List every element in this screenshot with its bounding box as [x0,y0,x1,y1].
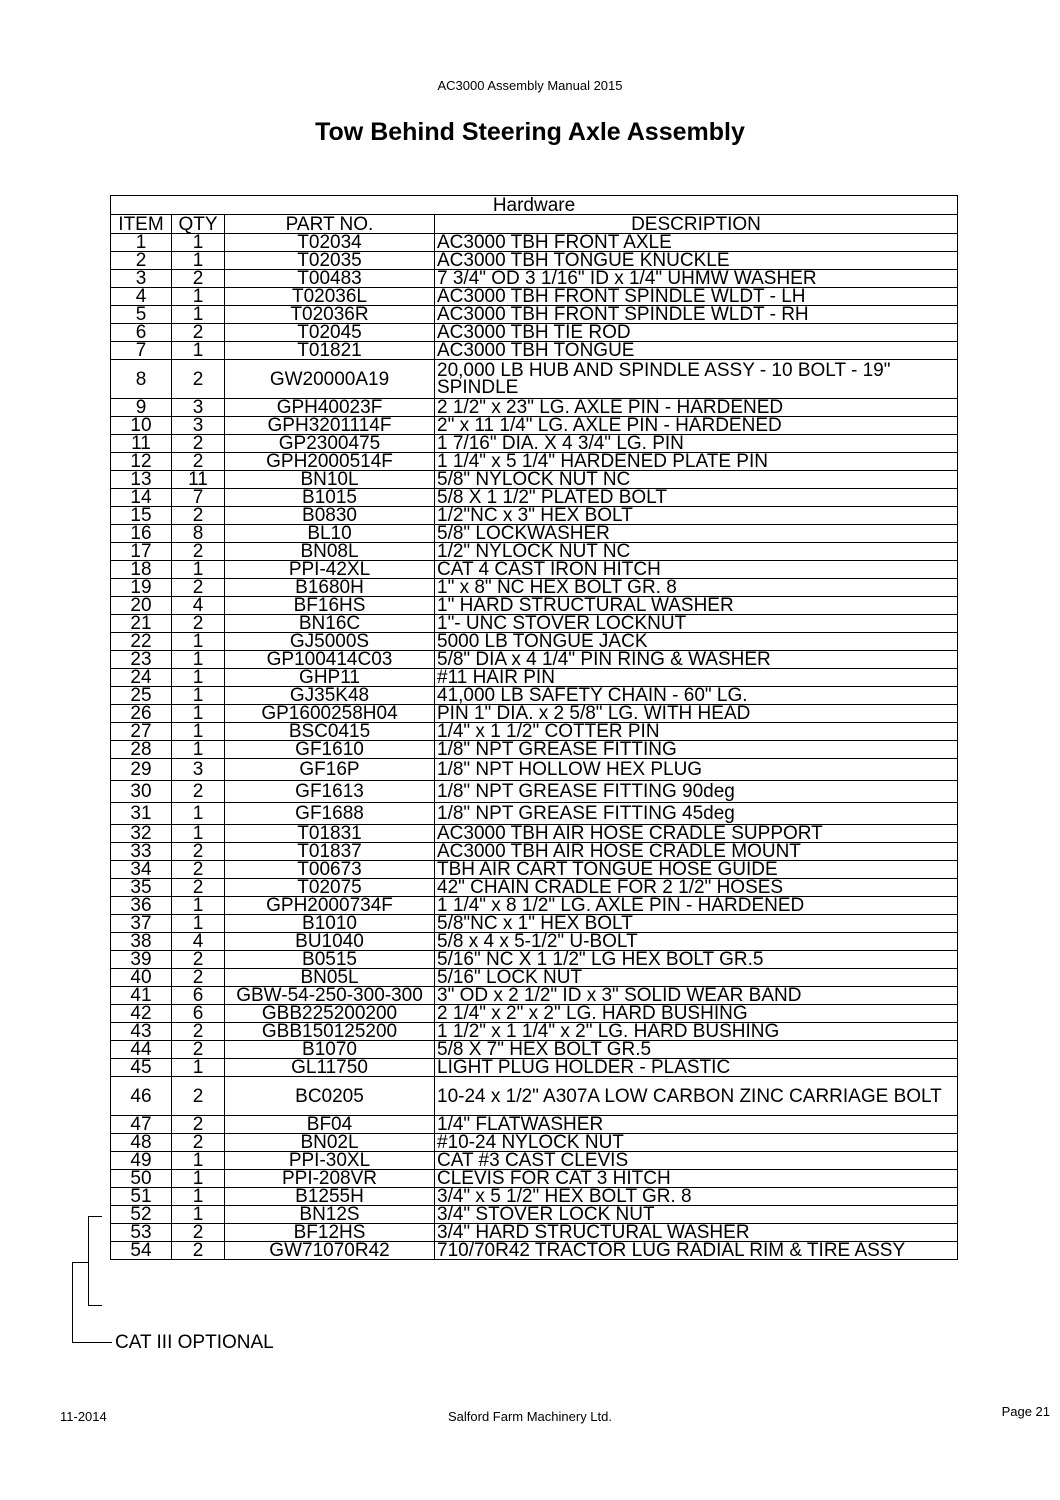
optional-bracket-inner [88,1216,89,1305]
cell-description: 5000 LB TONGUE JACK [435,633,958,651]
cell-part-no: B0515 [225,951,435,969]
cell-description: AC3000 TBH TIE ROD [435,324,958,342]
cell-qty: 3 [172,759,225,781]
cell-description: 20,000 LB HUB AND SPINDLE ASSY - 10 BOLT - 19" SPINDLE [435,360,958,399]
cell-qty: 1 [172,1206,225,1224]
cell-qty: 2 [172,270,225,288]
cell-qty: 1 [172,306,225,324]
cell-description: 2 1/4" x 2" x 2" LG. HARD BUSHING [435,1005,958,1023]
cell-qty: 2 [172,360,225,399]
cell-qty: 8 [172,525,225,543]
cell-qty: 1 [172,1059,225,1077]
cell-part-no: B1255H [225,1188,435,1206]
cell-description: 1/8" NPT GREASE FITTING 90deg [435,781,958,803]
cell-description: AC3000 TBH AIR HOSE CRADLE SUPPORT [435,825,958,843]
table-row [111,1134,958,1152]
cell-part-no: PPI-42XL [225,561,435,579]
cell-item: 41 [111,987,172,1005]
cell-description: AC3000 TBH TONGUE KNUCKLE [435,252,958,270]
cell-item: 8 [111,360,172,399]
cell-part-no: T02035 [225,252,435,270]
cell-item: 48 [111,1134,172,1152]
cell-item: 42 [111,1005,172,1023]
cell-item: 32 [111,825,172,843]
table-row [111,705,958,723]
cell-part-no: GBB225200200 [225,1005,435,1023]
table-row [111,915,958,933]
cell-part-no: BU1040 [225,933,435,951]
cell-description: 41,000 LB SAFETY CHAIN - 60" LG. [435,687,958,705]
table-row [111,1077,958,1116]
cell-part-no: B1010 [225,915,435,933]
manual-title: AC3000 Assembly Manual 2015 [437,78,623,93]
cell-description: 5/8" NYLOCK NUT NC [435,471,958,489]
cell-description: 5/8" LOCKWASHER [435,525,958,543]
cell-description: AC3000 TBH FRONT SPINDLE WLDT - LH [435,288,958,306]
cell-item: 13 [111,471,172,489]
cell-item: 37 [111,915,172,933]
cell-qty: 1 [172,897,225,915]
cell-item: 10 [111,417,172,435]
cell-item: 21 [111,615,172,633]
cell-part-no: GP2300475 [225,435,435,453]
cell-item: 3 [111,270,172,288]
cell-description: 5/16" LOCK NUT [435,969,958,987]
table-row [111,252,958,270]
cell-item: 46 [111,1077,172,1116]
cell-part-no: T01821 [225,342,435,360]
cell-item: 50 [111,1170,172,1188]
table-row [111,969,958,987]
cell-qty: 2 [172,879,225,897]
cell-item: 20 [111,597,172,615]
cell-item: 18 [111,561,172,579]
cell-qty: 2 [172,1041,225,1059]
table-row [111,435,958,453]
table-row [111,399,958,417]
cell-description: 3/4" HARD STRUCTURAL WASHER [435,1224,958,1242]
table-row [111,561,958,579]
column-header-qty: QTY [172,215,225,234]
table-row [111,651,958,669]
cell-part-no: T01831 [225,825,435,843]
table-row [111,803,958,825]
table-row [111,723,958,741]
cell-item: 45 [111,1059,172,1077]
table-row [111,741,958,759]
cell-description: PIN 1" DIA. x 2 5/8" LG. WITH HEAD [435,705,958,723]
table-row [111,1170,958,1188]
cell-description: 1/8" NPT GREASE FITTING 45deg [435,803,958,825]
table-row [111,843,958,861]
cell-qty: 2 [172,843,225,861]
table-row [111,489,958,507]
cell-item: 53 [111,1224,172,1242]
cell-part-no: BN05L [225,969,435,987]
cell-qty: 7 [172,489,225,507]
column-header-part-no: PART NO. [225,215,435,234]
cell-description: CLEVIS FOR CAT 3 HITCH [435,1170,958,1188]
cell-qty: 1 [172,288,225,306]
cell-qty: 1 [172,1188,225,1206]
cell-qty: 2 [172,543,225,561]
hardware-table [110,195,958,1260]
cell-qty: 11 [172,471,225,489]
cell-description: 3/4" STOVER LOCK NUT [435,1206,958,1224]
cell-description: CAT #3 CAST CLEVIS [435,1152,958,1170]
table-row [111,879,958,897]
table-row [111,453,958,471]
cell-item: 23 [111,651,172,669]
footer-company: Salford Farm Machinery Ltd. [447,1409,612,1424]
cell-part-no: GJ35K48 [225,687,435,705]
cell-item: 39 [111,951,172,969]
cell-qty: 1 [172,234,225,252]
cell-part-no: T02036R [225,306,435,324]
cell-description: TBH AIR CART TONGUE HOSE GUIDE [435,861,958,879]
cell-qty: 2 [172,435,225,453]
cell-qty: 2 [172,969,225,987]
cell-description: #10-24 NYLOCK NUT [435,1134,958,1152]
table-row [111,1116,958,1134]
table-row [111,669,958,687]
cell-part-no: GPH2000734F [225,897,435,915]
table-row [111,324,958,342]
cell-part-no: T00483 [225,270,435,288]
table-row [111,579,958,597]
table-body [111,234,958,1260]
cell-part-no: GPH3201114F [225,417,435,435]
cell-description: 7 3/4" OD 3 1/16" ID x 1/4" UHMW WASHER [435,270,958,288]
table-row [111,1242,958,1260]
cell-item: 26 [111,705,172,723]
cell-item: 19 [111,579,172,597]
table-row [111,288,958,306]
cell-description: 5/8 X 7" HEX BOLT GR.5 [435,1041,958,1059]
table-row [111,270,958,288]
cell-qty: 1 [172,561,225,579]
cell-description: 1"- UNC STOVER LOCKNUT [435,615,958,633]
table-row [111,597,958,615]
cell-part-no: GW71070R42 [225,1242,435,1260]
cell-part-no: GPH40023F [225,399,435,417]
cell-part-no: GF1613 [225,781,435,803]
cell-description: 5/8 x 4 x 5-1/2" U-BOLT [435,933,958,951]
cell-description: 42" CHAIN CRADLE FOR 2 1/2" HOSES [435,879,958,897]
cell-description: 1/4" x 1 1/2" COTTER PIN [435,723,958,741]
cell-part-no: GP1600258H04 [225,705,435,723]
cell-part-no: BF16HS [225,597,435,615]
cell-description: 1 1/4" x 8 1/2" LG. AXLE PIN - HARDENED [435,897,958,915]
table-row [111,234,958,252]
cell-part-no: GBB150125200 [225,1023,435,1041]
optional-bracket-bottom-tick [88,1305,102,1306]
cell-part-no: B1015 [225,489,435,507]
cell-description: 1/2" NYLOCK NUT NC [435,543,958,561]
cell-part-no: GBW-54-250-300-300 [225,987,435,1005]
cell-item: 51 [111,1188,172,1206]
cell-qty: 2 [172,324,225,342]
cell-description: #11 HAIR PIN [435,669,958,687]
cell-description: 1/8" NPT GREASE FITTING [435,741,958,759]
cell-qty: 2 [172,615,225,633]
cell-qty: 1 [172,705,225,723]
cell-part-no: GJ5000S [225,633,435,651]
cell-qty: 1 [172,741,225,759]
column-header-description: DESCRIPTION [435,215,958,234]
cell-description: 5/8 X 1 1/2" PLATED BOLT [435,489,958,507]
table-row [111,987,958,1005]
cell-description: 1" HARD STRUCTURAL WASHER [435,597,958,615]
cell-part-no: BN10L [225,471,435,489]
table-row [111,342,958,360]
cell-item: 5 [111,306,172,324]
cell-part-no: B1070 [225,1041,435,1059]
cell-part-no: BN12S [225,1206,435,1224]
optional-bracket-connector [72,1262,88,1263]
table-row [111,897,958,915]
cell-item: 12 [111,453,172,471]
cell-item: 54 [111,1242,172,1260]
cell-description: AC3000 TBH AIR HOSE CRADLE MOUNT [435,843,958,861]
cell-qty: 4 [172,597,225,615]
cell-part-no: GW20000A19 [225,360,435,399]
cell-part-no: BC0205 [225,1077,435,1116]
cell-description: 1/4" FLATWASHER [435,1116,958,1134]
cell-qty: 2 [172,951,225,969]
table-row [111,525,958,543]
table-row [111,360,958,399]
footer-date: 11-2014 [60,1409,107,1424]
cell-description: AC3000 TBH FRONT AXLE [435,234,958,252]
cell-item: 30 [111,781,172,803]
cell-description: 2 1/2" x 23" LG. AXLE PIN - HARDENED [435,399,958,417]
cell-item: 15 [111,507,172,525]
cell-description: LIGHT PLUG HOLDER - PLASTIC [435,1059,958,1077]
page-title: Tow Behind Steering Axle Assembly [315,118,745,146]
cell-qty: 2 [172,781,225,803]
table-row [111,1059,958,1077]
table-row [111,933,958,951]
cell-item: 11 [111,435,172,453]
cell-item: 9 [111,399,172,417]
cell-qty: 1 [172,342,225,360]
cell-description: 1 7/16" DIA. X 4 3/4" LG. PIN [435,435,958,453]
optional-bracket-leader [72,1342,112,1343]
table-caption: Hardware [111,196,958,215]
cell-qty: 1 [172,915,225,933]
optional-note: CAT III OPTIONAL [115,1332,274,1353]
cell-part-no: PPI-30XL [225,1152,435,1170]
cell-part-no: T02034 [225,234,435,252]
cell-part-no: B1680H [225,579,435,597]
cell-qty: 1 [172,803,225,825]
cell-qty: 2 [172,1023,225,1041]
cell-qty: 2 [172,1242,225,1260]
cell-part-no: B0830 [225,507,435,525]
cell-item: 31 [111,803,172,825]
cell-part-no: GF1688 [225,803,435,825]
cell-item: 52 [111,1206,172,1224]
cell-qty: 2 [172,1116,225,1134]
table-row [111,759,958,781]
cell-part-no: T02045 [225,324,435,342]
table-row [111,1041,958,1059]
table-row [111,633,958,651]
cell-qty: 2 [172,1077,225,1116]
cell-qty: 2 [172,507,225,525]
cell-part-no: BN08L [225,543,435,561]
cell-part-no: BN02L [225,1134,435,1152]
cell-item: 44 [111,1041,172,1059]
cell-description: 3" OD x 2 1/2" ID x 3" SOLID WEAR BAND [435,987,958,1005]
cell-item: 27 [111,723,172,741]
cell-qty: 6 [172,987,225,1005]
cell-part-no: GP100414C03 [225,651,435,669]
table-row [111,306,958,324]
cell-part-no: GF1610 [225,741,435,759]
cell-qty: 2 [172,453,225,471]
cell-qty: 6 [172,1005,225,1023]
table-row [111,417,958,435]
footer-page-number: Page 21 [1001,1404,1050,1419]
cell-description: 5/8"NC x 1" HEX BOLT [435,915,958,933]
cell-description: 1/2"NC x 3" HEX BOLT [435,507,958,525]
table-row [111,543,958,561]
cell-qty: 1 [172,825,225,843]
column-header-item: ITEM [111,215,172,234]
cell-part-no: T00673 [225,861,435,879]
cell-part-no: BF12HS [225,1224,435,1242]
cell-item: 1 [111,234,172,252]
table-row [111,781,958,803]
cell-qty: 2 [172,861,225,879]
cell-part-no: BL10 [225,525,435,543]
table-row [111,825,958,843]
cell-qty: 1 [172,252,225,270]
cell-qty: 2 [172,1224,225,1242]
cell-item: 6 [111,324,172,342]
cell-qty: 1 [172,669,225,687]
cell-item: 2 [111,252,172,270]
cell-description: 1/8" NPT HOLLOW HEX PLUG [435,759,958,781]
cell-qty: 2 [172,579,225,597]
cell-item: 16 [111,525,172,543]
cell-part-no: GPH2000514F [225,453,435,471]
cell-item: 24 [111,669,172,687]
cell-part-no: BN16C [225,615,435,633]
cell-item: 36 [111,897,172,915]
cell-item: 4 [111,288,172,306]
cell-item: 33 [111,843,172,861]
cell-item: 25 [111,687,172,705]
table-row [111,951,958,969]
cell-part-no: PPI-208VR [225,1170,435,1188]
table-row [111,615,958,633]
cell-part-no: BSC0415 [225,723,435,741]
table-row [111,471,958,489]
cell-item: 47 [111,1116,172,1134]
table-row [111,1224,958,1242]
cell-description: 710/70R42 TRACTOR LUG RADIAL RIM & TIRE ASSY [435,1242,958,1260]
table-row [111,1023,958,1041]
table-row [111,1188,958,1206]
table-row [111,507,958,525]
cell-description: 1 1/4" x 5 1/4" HARDENED PLATE PIN [435,453,958,471]
cell-item: 17 [111,543,172,561]
cell-part-no: GHP11 [225,669,435,687]
cell-item: 43 [111,1023,172,1041]
cell-qty: 1 [172,633,225,651]
cell-item: 7 [111,342,172,360]
cell-item: 29 [111,759,172,781]
cell-item: 28 [111,741,172,759]
cell-qty: 2 [172,1134,225,1152]
cell-item: 34 [111,861,172,879]
cell-qty: 1 [172,723,225,741]
cell-qty: 1 [172,687,225,705]
cell-item: 22 [111,633,172,651]
table-row [111,687,958,705]
cell-description: AC3000 TBH TONGUE [435,342,958,360]
cell-description: 5/16" NC X 1 1/2" LG HEX BOLT GR.5 [435,951,958,969]
cell-qty: 1 [172,651,225,669]
cell-qty: 1 [172,1170,225,1188]
cell-item: 38 [111,933,172,951]
cell-description: 2" x 11 1/4" LG. AXLE PIN - HARDENED [435,417,958,435]
cell-description: AC3000 TBH FRONT SPINDLE WLDT - RH [435,306,958,324]
cell-part-no: T02075 [225,879,435,897]
cell-description: 5/8" DIA x 4 1/4" PIN RING & WASHER [435,651,958,669]
cell-qty: 4 [172,933,225,951]
cell-part-no: T01837 [225,843,435,861]
cell-part-no: GL11750 [225,1059,435,1077]
cell-description: 3/4" x 5 1/2" HEX BOLT GR. 8 [435,1188,958,1206]
cell-part-no: BF04 [225,1116,435,1134]
cell-item: 35 [111,879,172,897]
cell-qty: 3 [172,417,225,435]
cell-item: 49 [111,1152,172,1170]
cell-description: 10-24 x 1/2" A307A LOW CARBON ZINC CARRIAGE BOLT [435,1077,958,1116]
cell-qty: 3 [172,399,225,417]
cell-item: 14 [111,489,172,507]
cell-part-no: T02036L [225,288,435,306]
table-row [111,1152,958,1170]
cell-description: CAT 4 CAST IRON HITCH [435,561,958,579]
cell-qty: 1 [172,1152,225,1170]
cell-item: 40 [111,969,172,987]
table-row [111,1005,958,1023]
optional-bracket-outer [72,1262,73,1342]
table-row [111,1206,958,1224]
cell-description: 1" x 8" NC HEX BOLT GR. 8 [435,579,958,597]
table-row [111,861,958,879]
cell-part-no: GF16P [225,759,435,781]
optional-bracket-top-tick [88,1216,102,1217]
cell-description: 1 1/2" x 1 1/4" x 2" LG. HARD BUSHING [435,1023,958,1041]
